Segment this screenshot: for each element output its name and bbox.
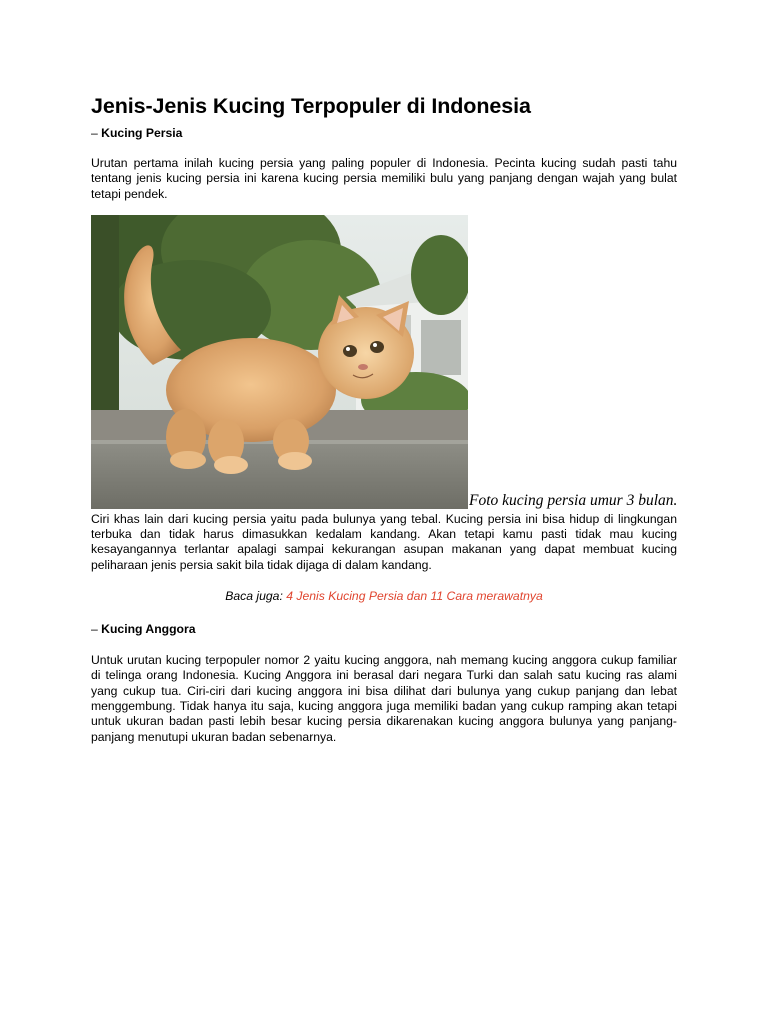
photo-row xyxy=(91,215,677,509)
page-title: Jenis-Jenis Kucing Terpopuler di Indonesia xyxy=(91,94,531,118)
paragraph-persia-body: Ciri khas lain dari kucing persia yaitu pada bulunya yang tebal. Kucing persia ini bisa hidup di lingkungan terbuka dan tidak harus dimasukkan kedalam kandang. Akan tetapi kamu pasti tidak mau kucing kesayangannya terlantar apalagi sampai kekurangan asupan makanan yang dapat membuat kucing peliharaan jenis persia sakit bila tidak dijaga di dalam kandang. xyxy=(91,511,677,572)
heading-text: Kucing Persia xyxy=(101,126,183,140)
document-page xyxy=(91,90,677,745)
heading-text: Kucing Anggora xyxy=(101,622,196,637)
paragraph-persia-intro: Urutan pertama inilah kucing persia yang paling populer di Indonesia. Pecinta kucing sudah pasti tahu tentang jenis kucing persia ini karena kucing persia memiliki bulu yang panjang dengan wajah yang bulat tetapi pendek. xyxy=(91,156,677,201)
persian-kitten-photo xyxy=(91,215,468,509)
see-also-line xyxy=(91,589,677,604)
see-also-link[interactable]: 4 Jenis Kucing Persia dan 11 Cara merawatnya xyxy=(286,589,543,604)
photo-caption: Foto kucing persia umur 3 bulan. xyxy=(469,491,678,509)
heading-dash: – xyxy=(91,126,102,140)
see-also-label: Baca juga: xyxy=(225,589,287,604)
heading-dash: – xyxy=(91,622,102,637)
section-heading-anggora xyxy=(91,622,677,637)
paragraph-anggora-body: Untuk urutan kucing terpopuler nomor 2 yaitu kucing anggora, nah memang kucing anggora cukup familiar di telinga orang Indonesia. Kucing Anggora ini berasal dari negara Turki dan salah satu kucing ras alami yang cukup tua. Ciri-ciri dari kucing anggora ini bisa dilihat dari bulunya yang cukup panjang dan lebat menggembung. Tidak hanya itu saja, kucing anggora juga memiliki badan yang cukup ramping akan tetapi untuk ukuran badan pasti lebih besar kucing persia dikarenakan kucing anggora bulunya yang panjang-panjang menutupi ukuran badan sebenarnya. xyxy=(91,653,677,744)
section-heading-persia xyxy=(91,126,677,141)
